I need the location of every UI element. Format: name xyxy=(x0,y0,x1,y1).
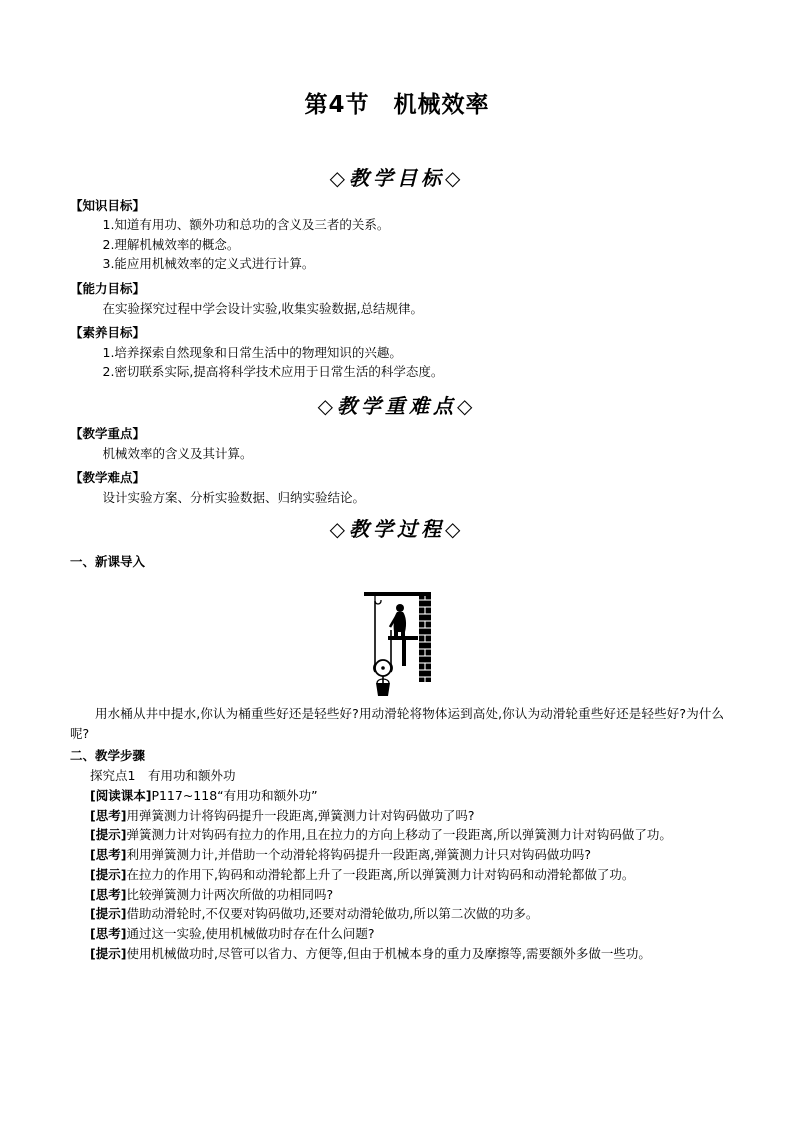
objective-item: 2.理解机械效率的概念。 xyxy=(102,236,240,252)
reading-tag: [阅读课本] xyxy=(90,787,152,803)
reading-assignment xyxy=(70,786,724,806)
objectives-label-ability: 【能力目标】 xyxy=(70,281,146,297)
qa-body: 弹簧测力计对钩码有拉力的作用,且在拉力的方向上移动了一段距离,所以弹簧测力计对钩码做了功。 xyxy=(126,827,672,843)
worker-figure-icon xyxy=(390,604,406,637)
qa-tag: [思考] xyxy=(90,847,127,863)
pulley-hoisting-illustration xyxy=(356,586,438,698)
page-title: 第4节 机械效率 xyxy=(304,92,490,118)
keypoints-group-difficult xyxy=(70,468,724,507)
qa-tag: [提示] xyxy=(90,945,127,961)
process-step-two-heading: 二、教学步骤 xyxy=(70,747,146,763)
objectives-group-ability xyxy=(70,279,724,318)
objective-item: 3.能应用机械效率的定义式进行计算。 xyxy=(102,256,315,272)
keypoints-label-difficult: 【教学难点】 xyxy=(70,470,146,486)
spacer xyxy=(70,542,724,550)
qa-tag: [思考] xyxy=(90,807,127,823)
qa-item xyxy=(70,904,724,924)
qa-item xyxy=(70,806,724,826)
objectives-group-literacy xyxy=(70,323,724,382)
objectives-label-literacy: 【素养目标】 xyxy=(70,325,146,341)
keypoints-group-important xyxy=(70,424,724,463)
explore-point-heading: 探究点1 有用功和额外功 xyxy=(90,767,236,783)
figure-pulley-hoisting xyxy=(70,586,724,698)
objective-item: 在实验探究过程中学会设计实验,收集实验数据,总结规律。 xyxy=(102,300,423,316)
reading-body: P117~118“有用功和额外功” xyxy=(151,787,318,803)
qa-item xyxy=(70,944,724,964)
qa-tag: [提示] xyxy=(90,866,127,882)
qa-tag: [思考] xyxy=(90,886,127,902)
intro-paragraph: 用水桶从井中提水,你认为桶重些好还是轻些好?用动滑轮将物体运到高处,你认为动滑轮重些好还是轻些好?为什么呢? xyxy=(70,706,724,742)
keypoint-item: 机械效率的含义及其计算。 xyxy=(102,445,253,461)
qa-body: 使用机械做功时,尽管可以省力、方便等,但由于机械本身的重力及摩擦等,需要额外多做一些功。 xyxy=(126,945,651,961)
ceiling-hook-icon xyxy=(375,596,381,604)
keypoint-item: 设计实验方案、分析实验数据、归纳实验结论。 xyxy=(102,489,366,505)
qa-body: 在拉力的作用下,钩码和动滑轮都上升了一段距离,所以弹簧测力计对钩码和动滑轮都做了功。 xyxy=(126,866,635,882)
platform-support xyxy=(402,636,406,666)
objectives-label-knowledge: 【知识目标】 xyxy=(70,197,146,213)
qa-tag: [提示] xyxy=(90,906,127,922)
qa-item xyxy=(70,924,724,944)
qa-body: 用弹簧测力计将钩码提升一段距离,弹簧测力计对钩码做功了吗? xyxy=(126,807,475,823)
objectives-group-knowledge xyxy=(70,196,724,275)
qa-item xyxy=(70,865,724,885)
objective-item: 1.知道有用功、额外功和总功的含义及三者的关系。 xyxy=(102,216,390,232)
section-banner-keypoints: ◇教学重难点◇ xyxy=(317,394,477,419)
process-step-one-heading: 一、新课导入 xyxy=(70,554,146,570)
qa-body: 利用弹簧测力计,并借助一个动滑轮将钩码提升一段距离,弹簧测力计只对钩码做功吗? xyxy=(126,847,592,863)
objective-item: 1.培养探索自然现象和日常生活中的物理知识的兴趣。 xyxy=(102,344,402,360)
qa-body: 比较弹簧测力计两次所做的功相同吗? xyxy=(126,886,334,902)
qa-tag: [思考] xyxy=(90,926,127,942)
objective-item: 2.密切联系实际,提高将科学技术应用于日常生活的科学态度。 xyxy=(102,364,444,380)
qa-body: 通过这一实验,使用机械做功时存在什么问题? xyxy=(126,926,375,942)
section-banner-process: ◇教学过程◇ xyxy=(329,517,465,542)
qa-tag: [提示] xyxy=(90,827,127,843)
qa-item xyxy=(70,845,724,865)
qa-item xyxy=(70,885,724,905)
qa-item xyxy=(70,825,724,845)
section-banner-objectives: ◇教学目标◇ xyxy=(329,165,465,190)
qa-body: 借助动滑轮时,不仅要对钩码做功,还要对动滑轮做功,所以第二次做的功多。 xyxy=(126,906,539,922)
keypoints-label-important: 【教学重点】 xyxy=(70,426,146,442)
